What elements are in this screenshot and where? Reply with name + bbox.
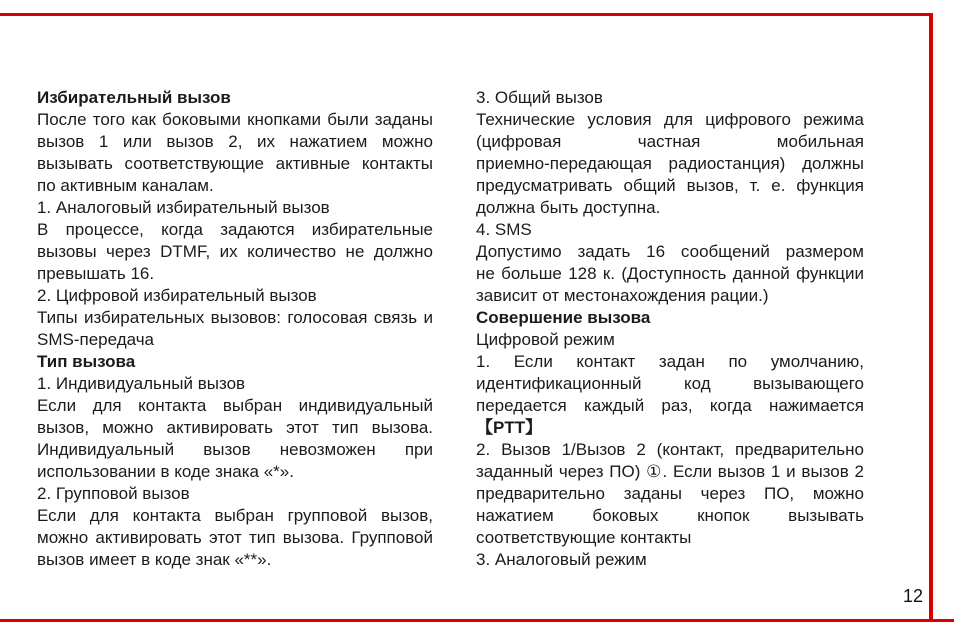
list-item-sms: 4. SMS bbox=[476, 220, 532, 239]
right-border-rule bbox=[929, 13, 933, 622]
paragraph-all-call-specs bbox=[476, 109, 864, 219]
list-item-digital-selective-call: 2. Цифровой избирательный вызов bbox=[37, 286, 317, 305]
paragraph-segment-nowrap: приемно-передающая bbox=[476, 154, 652, 173]
paragraph-segment: Технические условия для цифрового режима (цифровая частная мобильная bbox=[476, 110, 864, 151]
paragraph-individual-call: Если для контакта выбран индивидуальный вызов, можно активировать этот тип вызова. Индивидуальный вызов невозможен при использовании в коде знака «*». bbox=[37, 396, 433, 481]
ptt-key-label: 【PTT】 bbox=[476, 418, 543, 437]
paragraph-group-call: Если для контакта выбран групповой вызов, можно активировать этот тип вызова. Групповой вызов имеет в коде знак «**». bbox=[37, 506, 433, 569]
paragraph-digital-mode: Цифровой режим bbox=[476, 330, 615, 349]
paragraph-dtmf-limit: В процессе, когда задаются избирательные вызовы через DTMF, их количество не должно превышать 16. bbox=[37, 220, 433, 283]
left-column bbox=[37, 87, 433, 571]
right-column bbox=[476, 87, 864, 571]
paragraph-selective-call-types: Типы избирательных вызовов: голосовая связь и SMS-передача bbox=[37, 308, 433, 349]
paragraph-segment: радиостанция) должны предусматривать общий вызов, т. е. функция должна быть доступна. bbox=[476, 154, 864, 217]
list-item-individual-call: 1. Индивидуальный вызов bbox=[37, 374, 246, 393]
list-item-all-call: 3. Общий вызов bbox=[476, 88, 603, 107]
top-border-rule bbox=[0, 13, 932, 16]
section-heading-call-type: Тип вызова bbox=[37, 352, 136, 371]
section-heading-making-call: Совершение вызова bbox=[476, 308, 651, 327]
list-item-analog-mode: 3. Аналоговый режим bbox=[476, 550, 647, 569]
list-item-analog-selective-call: 1. Аналоговый избирательный вызов bbox=[37, 198, 330, 217]
paragraph-sms-limit: Допустимо задать 16 сообщений размером не больше 128 к. (Доступность данной функции зависит от местонахождения рации.) bbox=[476, 242, 864, 305]
list-item-group-call: 2. Групповой вызов bbox=[37, 484, 190, 503]
paragraph-selective-call-intro: После того как боковыми кнопками были заданы вызов 1 или вызов 2, их нажатием можно вызывать соответствующие активные контакты по активным каналам. bbox=[37, 110, 433, 195]
paragraph-segment: 1. Если контакт задан по умолчанию, идентификационный код вызывающего передается каждый раз, когда нажимается bbox=[476, 352, 864, 415]
page-number: 12 bbox=[902, 586, 923, 606]
section-heading-selective-call: Избирательный вызов bbox=[37, 88, 231, 107]
paragraph-call1-call2: 2. Вызов 1/Вызов 2 (контакт, предварительно заданный через ПО) ①. Если вызов 1 и вызов 2 предварительно заданы через ПО, можно нажатием боковых кнопок вызывать соответствующие контакты bbox=[476, 440, 864, 547]
paragraph-default-contact bbox=[476, 351, 864, 439]
bottom-border-rule bbox=[0, 619, 954, 622]
